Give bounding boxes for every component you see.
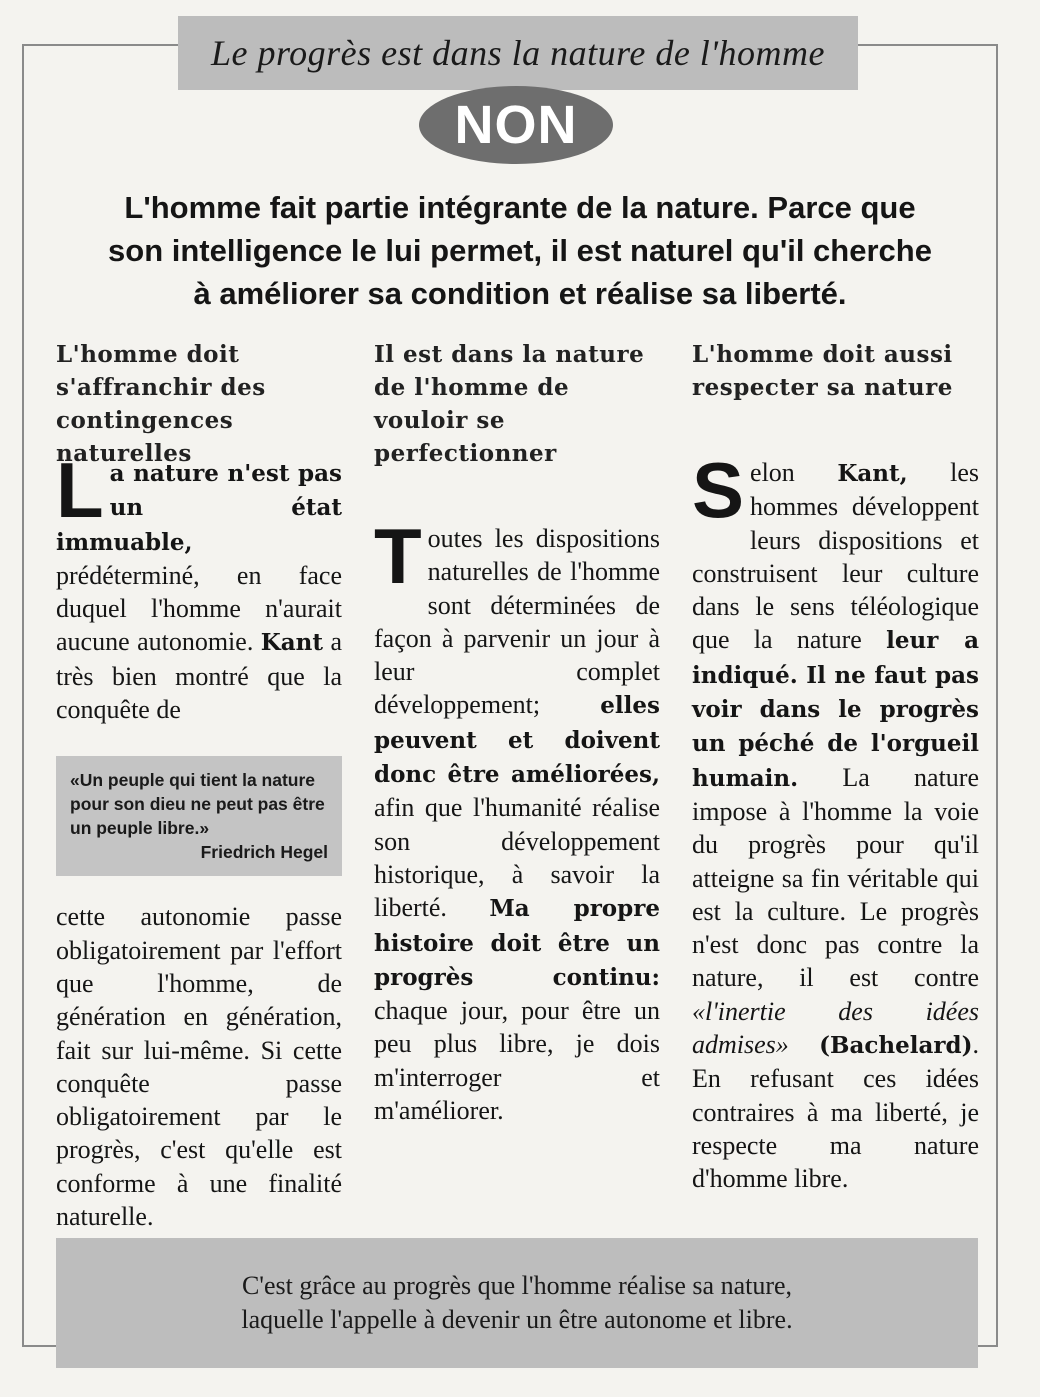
dropcap-letter: L xyxy=(56,446,104,534)
bachelard-bold: (Bachelard) xyxy=(788,1032,973,1060)
quote-text: «Un peuple qui tient la nature pour son dieu ne peut pas être un peuple libre.» xyxy=(70,770,325,839)
body-text-span: a très bien montré que la conquête de xyxy=(56,627,342,725)
body-text-span: elon xyxy=(750,458,838,487)
intro-line: L'homme fait partie intégrante de la nature. Parce que xyxy=(124,190,916,225)
column-heading: L'homme doit aussi respecter sa nature xyxy=(692,341,953,401)
body-text-span: outes les dispositions naturelles de l'homme sont déterminées de façon à parvenir un jour à leur complet développement; xyxy=(374,524,660,720)
column-perfectionner xyxy=(374,338,660,1127)
column-heading: Il est dans la nature de l'homme de vouloir se perfectionner xyxy=(374,341,645,467)
conclusion-line: laquelle l'appelle à devenir un être autonome et libre. xyxy=(241,1305,793,1334)
column-affranchir xyxy=(56,338,342,1233)
bold-text-span: leur a indiqué. Il ne faut pas voir dans le progrès un péché de l'orgueil humain. xyxy=(692,627,980,792)
intro-summary xyxy=(80,186,960,315)
lead-bold-text: a nature n'est pas un état immuable, xyxy=(56,460,342,556)
column-body-continued: cette autonomie passe obligatoirement par l'effort que l'homme, de génération en génération, fait sur lui-même. Si cette conquête passe obligatoirement par le progrès, c'est qu'elle est conforme à une finalité naturelle. xyxy=(56,902,342,1232)
italic-quote-span: «l'inertie des idées admises» xyxy=(692,996,979,1060)
body-text-span: La nature impose à l'homme la voie du progrès pour qu'il atteigne sa fin véritable qui est la culture. Le progrès n'est donc pas contre la nature, il est contre xyxy=(692,762,979,993)
page-title: Le progrès est dans la nature de l'homme xyxy=(211,33,825,73)
non-badge xyxy=(419,86,613,164)
kant-bold: Kant xyxy=(260,629,324,657)
body-text-span: prédéterminé, en face duquel l'homme n'aurait aucune autonomie. xyxy=(56,560,342,657)
body-text-span: chaque jour, pour être un peu plus libre, je dois m'interroger et m'améliorer. xyxy=(374,996,660,1126)
header-band xyxy=(178,16,858,90)
bold-text-span: Ma propre histoire doit être un progrès continu: xyxy=(374,895,660,991)
kant-bold: Kant, xyxy=(837,460,908,487)
column-heading: L'homme doit s'affranchir des contingences naturelles xyxy=(56,341,266,467)
conclusion-line: C'est grâce au progrès que l'homme réalise sa nature, xyxy=(241,1271,793,1300)
column-body xyxy=(56,446,342,726)
intro-line: son intelligence le lui permet, il est naturel qu'il cherche xyxy=(108,233,932,268)
non-badge-label: NON xyxy=(454,95,578,155)
column-body xyxy=(374,512,660,1127)
hegel-quote-box xyxy=(56,756,342,876)
column-respecter xyxy=(692,338,979,1196)
body-text-span: afin que l'humanité réalise son développement historique, à savoir la liberté. xyxy=(374,793,660,923)
body-text-span: les hommes développent leurs dispositions et construisent leur culture dans le sens téléologique que la nature xyxy=(692,458,979,655)
bold-text-span: elles peuvent et doivent donc être améliorées, xyxy=(374,692,660,789)
column-body xyxy=(692,446,980,1196)
body-text-span: . En refusant ces idées contraires à ma liberté, je respecte ma nature d'homme libre. xyxy=(692,1030,979,1194)
dropcap-letter: T xyxy=(374,512,422,600)
intro-line: à améliorer sa condition et réalise sa liberté. xyxy=(193,276,847,311)
conclusion-band xyxy=(56,1238,978,1368)
dropcap-letter: S xyxy=(692,446,745,534)
quote-author: Friedrich Hegel xyxy=(200,842,328,863)
